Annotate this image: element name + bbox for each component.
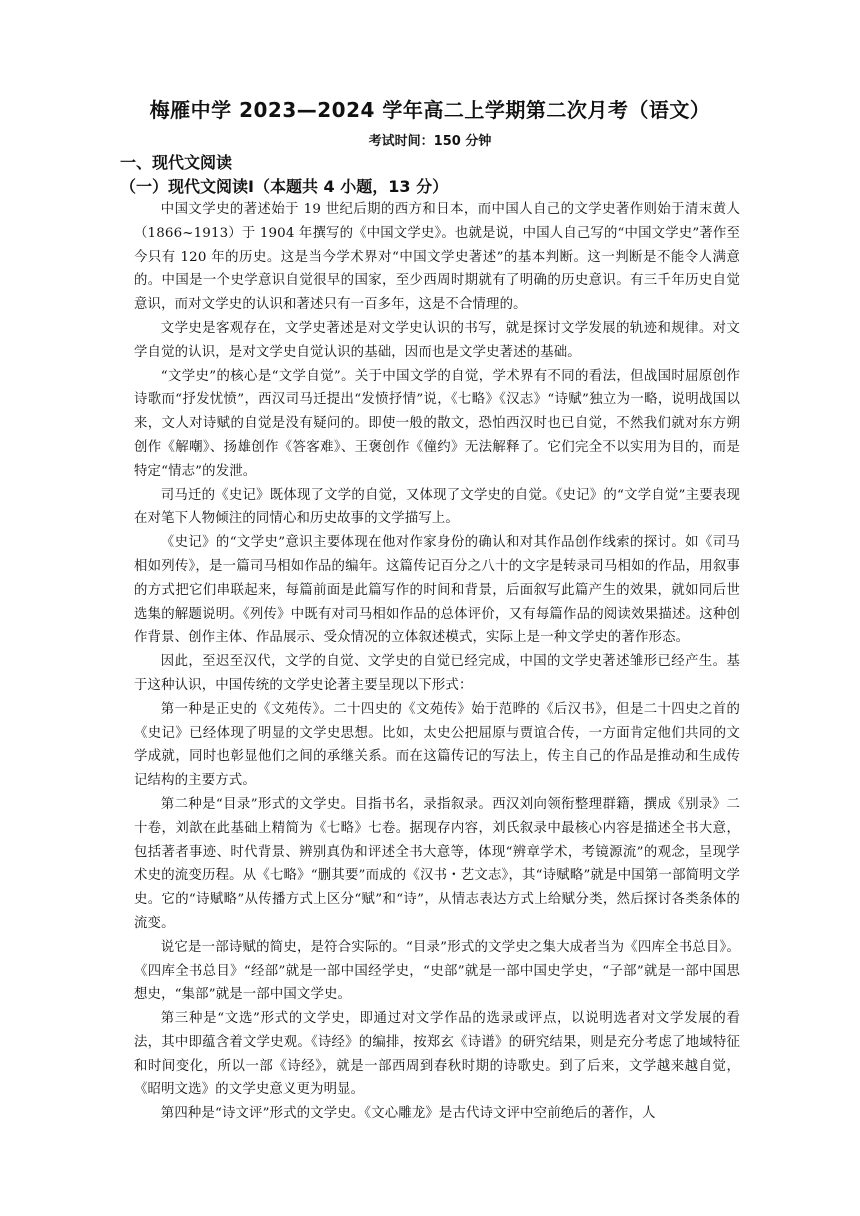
paragraph: 中国文学史的著述始于 19 世纪后期的西方和日本，而中国人自己的文学史著作则始于清末黄人（1866~1913）于 1904 年撰写的《中国文学史》。也就是说，中国人自己写的“中国文学史”著作至今只有 120 年的历史。这是当今学术界对“中国文学史著述”的基本判断。这一判断是不能令人满意的。中国是一个史学意识自觉很早的国家，至少西周时期就有了明确的历史意识。有三千年历史自觉意识，而对文学史的认识和著述只有一百多年，这是不合情理的。 [134, 202, 740, 313]
section-heading: 一、现代文阅读 [120, 153, 233, 172]
paragraph: “文学史”的核心是“文学自觉”。关于中国文学的自觉，学术界有不同的看法，但战国时屈原创作诗歌而“抒发忧愤”，西汉司马迁提出“发愤抒情”说，《七略》《汉志》“诗赋”独立为一略，说明战国以来，文人对诗赋的自觉是没有疑问的。即使一般的散文，恐怕西汉时也已自觉，不然我们就对东方朔创作《解嘲》、扬雄创作《答客难》、王褒创作《僮约》无法解释了。它们完全不以实用为目的，而是特定“情志”的发泄。 [134, 368, 740, 479]
paragraph: 司马迁的《史记》既体现了文学的自觉，又体现了文学史的自觉。《史记》的“文学自觉”主要表现在对笔下人物倾注的同情心和历史故事的文学描写上。 [134, 487, 740, 527]
paragraph: 第四种是“诗文评”形式的文学史。《文心雕龙》是古代诗文评中空前绝后的著作，人 [160, 1106, 656, 1122]
paragraph: 第二种是“目录”形式的文学史。目指书名，录指叙录。西汉刘向领衔整理群籍，撰成《别录》二十卷，刘歆在此基础上精简为《七略》七卷。据现存内容，刘氏叙录中最核心内容是描述全书大意，包括著者事迹、时代背景、辨别真伪和评述全书大意等，体现“辨章学术，考镜源流”的观念，呈现学术史的流变历程。从《七略》“删其要”而成的《汉书・艺文志》，其“诗赋略”就是中国第一部简明文学史。它的“诗赋略”从传播方式上区分“赋”和“诗”，从情志表达方式上给赋分类，然后探讨各类条体的流变。 [134, 796, 740, 931]
paragraph: 第三种是“文选”形式的文学史，即通过对文学作品的选录或评点，以说明选者对文学发展的看法，其中即蕴含着文学史观。《诗经》的编排，按郑玄《诗谱》的研究结果，则是充分考虑了地域特征和时间变化，所以一部《诗经》，就是一部西周到春秋时期的诗歌史。到了后来，文学越来越自觉，《昭明文选》的文学史意义更为明显。 [134, 1011, 740, 1098]
paragraph: 文学史是客观存在，文学史著述是对文学史认识的书写，就是探讨文学发展的轨迹和规律。对文学自觉的认识，是对文学史自觉认识的基础，因而也是文学史著述的基础。 [134, 320, 740, 360]
paragraph: 第一种是正史的《文苑传》。二十四史的《文苑传》始于范晔的《后汉书》，但是二十四史之首的《史记》已经体现了明显的文学史思想。比如，太史公把屈原与贾谊合传，一方面肯定他们共同的文学成就，同时也彰显他们之间的承继关系。而在这篇传记的写法上，传主自己的作品是推动和生成传记结构的主要方式。 [134, 701, 740, 789]
paragraph: 因此，至迟至汉代，文学的自觉、文学史的自觉已经完成，中国的文学史著述雏形已经产生。基于这种认识，中国传统的文学史论著主要呈现以下形式： [134, 654, 740, 693]
paragraph: 《史记》的“文学史”意识主要体现在他对作家身份的确认和对其作品创作线索的探讨。如《司马相如列传》，是一篇司马相如作品的编年。这篇传记百分之八十的文字是转录司马相如的作品，用叙事的方式把它们串联起来，每篇前面是此篇写作的时间和背景，后面叙写此篇产生的效果，就如同后世选集的解题说明。《列传》中既有对司马相如作品的总体评价，又有每篇作品的阅读效果描述。这种创作背景、创作主体、作品展示、受众情况的立体叙述模式，实际上是一种文学史的著作形态。 [134, 535, 740, 646]
exam-title: 梅雁中学 2023—2024 学年高二上学期第二次月考（语文） [149, 98, 711, 122]
subsection-heading: （一）现代文阅读Ⅰ（本题共 4 小题，13 分） [120, 177, 449, 196]
paragraph: 说它是一部诗赋的简史，是符合实际的。“目录”形式的文学史之集大成者当为《四库全书总目》。《四库全书总目》“经部”就是一部中国经学史，“史部”就是一部中国史学史，“子部”就是一部中国思想史，“集部”就是一部中国文学史。 [134, 939, 740, 1003]
reading-passage [134, 198, 740, 1126]
exam-time: 考试时间：150 分钟 [368, 134, 492, 149]
